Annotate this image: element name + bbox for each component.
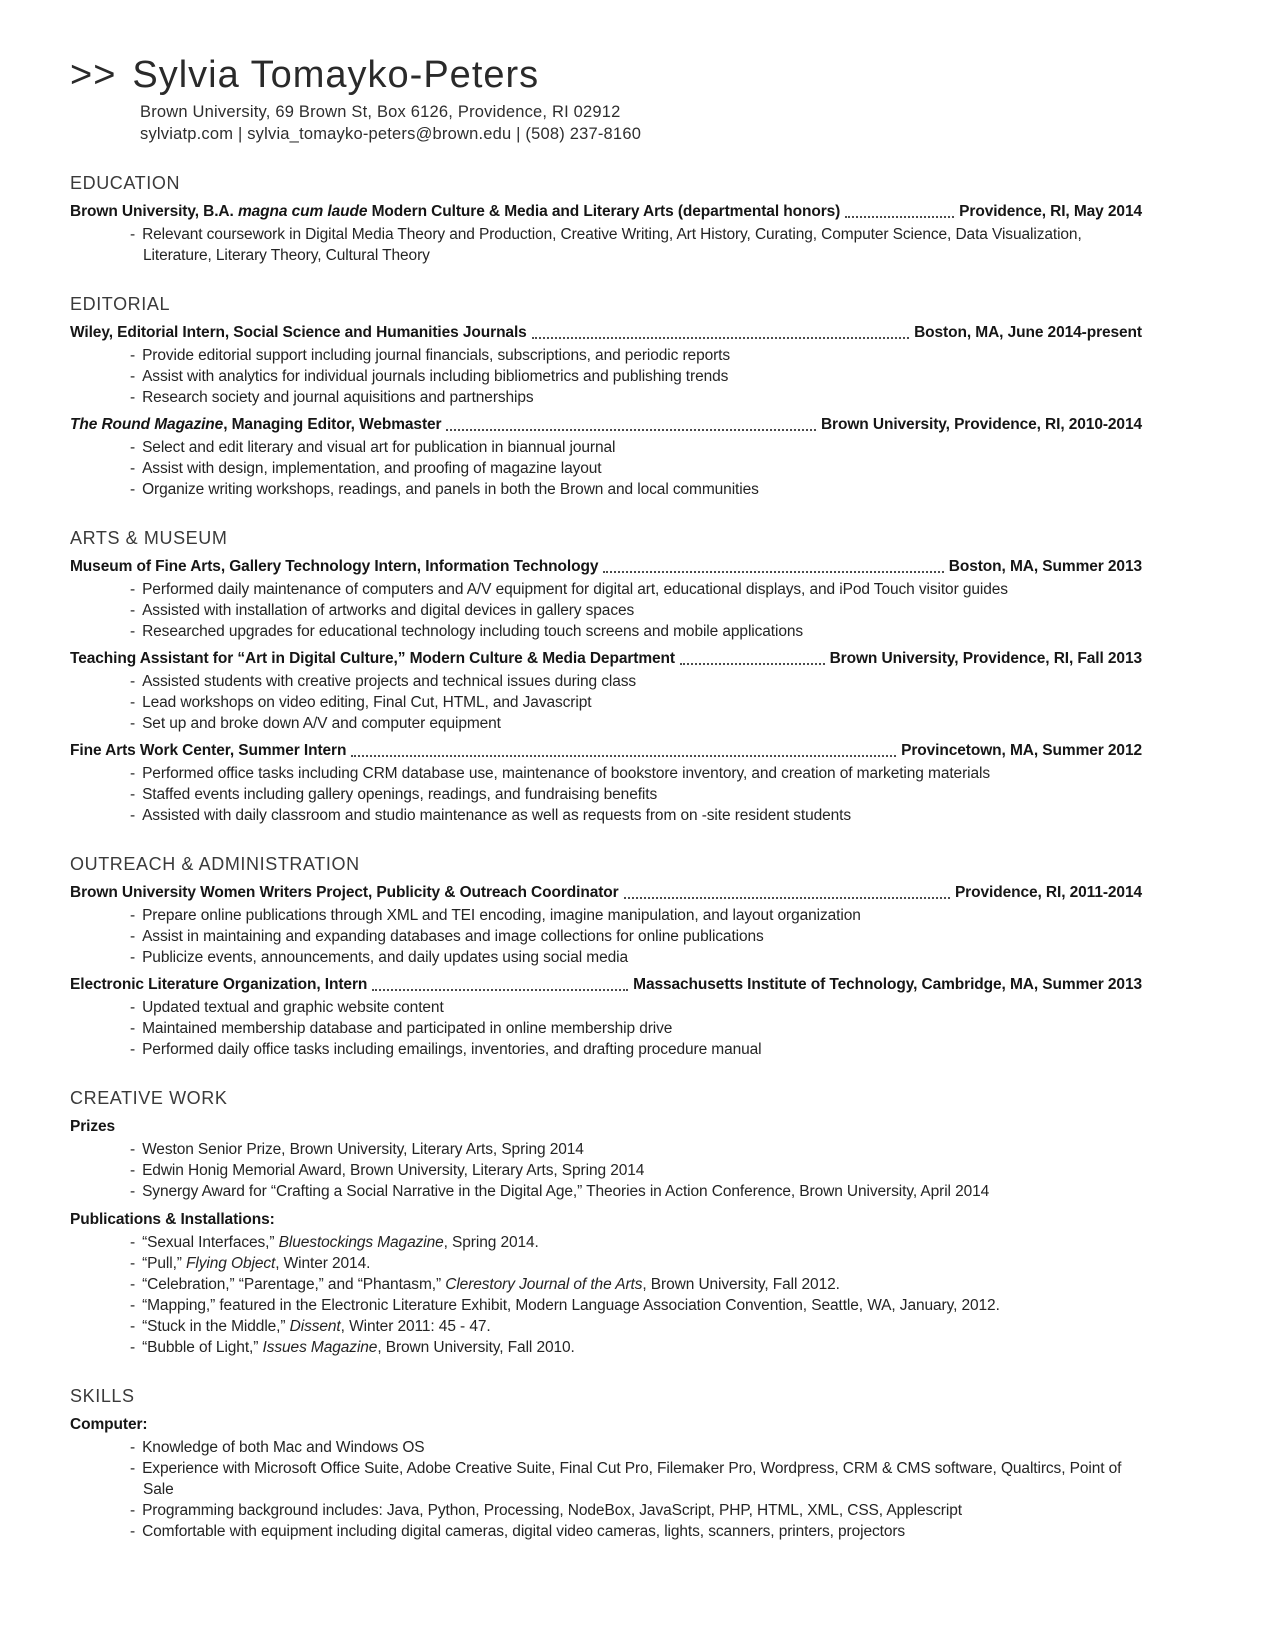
title-text: Electronic Literature Organization, Intern <box>70 976 368 993</box>
list-item <box>143 1316 1142 1337</box>
entry-location: Providence, RI, May 2014 <box>959 203 1142 220</box>
bullet-italic: Dissent <box>289 1318 341 1335</box>
header-contact-block <box>140 101 1142 145</box>
title-text: , Managing Editor, Webmaster <box>223 416 442 433</box>
person-name: Sylvia Tomayko-Peters <box>132 54 540 96</box>
list-item: - Maintained membership database and participated in online membership drive <box>143 1018 1142 1039</box>
entry-title <box>70 882 619 903</box>
list-item: - Experience with Microsoft Office Suite, Adobe Creative Suite, Final Cut Pro, Filemaker Pro, Wordpress, CRM & CMS software, Qualtircs, Point of Sale <box>143 1458 1142 1500</box>
entry-title <box>70 740 346 761</box>
subsection-computer <box>70 1414 1142 1542</box>
bullet-list <box>70 579 1142 642</box>
title-text: Brown University Women Writers Project, Publicity & Outreach Coordinator <box>70 884 619 901</box>
entry <box>70 740 1142 826</box>
dotted-leader <box>624 897 950 899</box>
entry-heading <box>70 740 1142 761</box>
bullet-list <box>70 224 1142 266</box>
title-text: Museum of Fine Arts, Gallery Technology Intern, Information Technology <box>70 558 599 575</box>
bullet-list <box>70 437 1142 500</box>
bullet-list <box>70 997 1142 1060</box>
dotted-leader <box>446 429 815 431</box>
list-item: - Knowledge of both Mac and Windows OS <box>143 1437 1142 1458</box>
entry-location: Provincetown, MA, Summer 2012 <box>901 742 1142 759</box>
section-creative-work <box>70 1088 1142 1358</box>
entry-heading <box>70 322 1142 343</box>
entry-heading <box>70 414 1142 435</box>
list-item <box>143 1295 1142 1316</box>
entry-location: Boston, MA, June 2014-present <box>914 324 1142 341</box>
section-arts-museum <box>70 528 1142 826</box>
section-education <box>70 173 1142 266</box>
bullet-list <box>70 1437 1142 1542</box>
list-item: - Edwin Honig Memorial Award, Brown University, Literary Arts, Spring 2014 <box>143 1160 1142 1181</box>
section-title: SKILLS <box>70 1386 135 1406</box>
bullet-list <box>70 905 1142 968</box>
list-item: - Assist with analytics for individual journals including bibliometrics and publishing trends <box>143 366 1142 387</box>
entry-heading <box>70 974 1142 995</box>
bullet-text: , Winter 2014. <box>275 1255 371 1272</box>
list-item: - Assisted with daily classroom and studio maintenance as well as requests from on -site resident students <box>143 805 1142 826</box>
section-editorial <box>70 294 1142 500</box>
entry-location: Brown University, Providence, RI, Fall 2013 <box>829 650 1142 667</box>
entry <box>70 648 1142 734</box>
entry-heading <box>70 556 1142 577</box>
entry-location: Massachusetts Institute of Technology, Cambridge, MA, Summer 2013 <box>633 976 1142 993</box>
section-title: CREATIVE WORK <box>70 1088 228 1108</box>
section-title: OUTREACH & ADMINISTRATION <box>70 854 360 874</box>
list-item: - Provide editorial support including journal financials, subscriptions, and periodic reports <box>143 345 1142 366</box>
title-italic: magna cum laude <box>237 203 368 220</box>
dotted-leader <box>603 571 943 573</box>
entry-title <box>70 414 441 435</box>
entry-location: Brown University, Providence, RI, 2010-2014 <box>820 416 1142 433</box>
list-item <box>143 1232 1142 1253</box>
list-item: - Set up and broke down A/V and computer equipment <box>143 713 1142 734</box>
list-item: - Assist with design, implementation, and proofing of magazine layout <box>143 458 1142 479</box>
section-title: ARTS & MUSEUM <box>70 528 228 548</box>
entry-title <box>70 322 527 343</box>
list-item: - Research society and journal aquisitions and partnerships <box>143 387 1142 408</box>
bullet-italic: Flying Object <box>186 1255 276 1272</box>
bullet-text: , Brown University, Fall 2012. <box>642 1276 840 1293</box>
entry-title <box>70 201 840 222</box>
list-item: - Assist in maintaining and expanding databases and image collections for online publications <box>143 926 1142 947</box>
entry <box>70 882 1142 968</box>
title-text: Modern Culture & Media and Literary Arts (departmental honors) <box>367 203 841 220</box>
entry-title <box>70 648 675 669</box>
bullet-text: “Bubble of Light,” <box>142 1339 263 1356</box>
list-item: - Updated textual and graphic website content <box>143 997 1142 1018</box>
dotted-leader <box>351 755 896 757</box>
bullet-text: “Celebration,” “Parentage,” and “Phantasm,” <box>142 1276 446 1293</box>
contact-line: sylviatp.com | sylvia_tomayko-peters@brown.edu | (508) 237-8160 <box>140 125 642 143</box>
list-item: - Organize writing workshops, readings, and panels in both the Brown and local communities <box>143 479 1142 500</box>
subsection-prizes <box>70 1116 1142 1202</box>
title-text: Brown University, B.A. <box>70 203 238 220</box>
list-item: - Publicize events, announcements, and daily updates using social media <box>143 947 1142 968</box>
dotted-leader <box>680 663 825 665</box>
name-mark: >> <box>70 54 117 96</box>
subsection-label: Computer: <box>70 1416 148 1433</box>
list-item: - Assisted with installation of artworks and digital devices in gallery spaces <box>143 600 1142 621</box>
dotted-leader <box>532 337 909 339</box>
list-item <box>143 1253 1142 1274</box>
subsection-publications-installations <box>70 1209 1142 1358</box>
section-skills <box>70 1386 1142 1542</box>
entry <box>70 201 1142 266</box>
title-text: Wiley, Editorial Intern, Social Science and Humanities Journals <box>70 324 527 341</box>
dotted-leader <box>845 216 954 218</box>
section-outreach-administration <box>70 854 1142 1060</box>
bullet-text: “Sexual Interfaces,” <box>142 1234 279 1251</box>
bullet-text: , Spring 2014. <box>443 1234 539 1251</box>
list-item: - Comfortable with equipment including digital cameras, digital video cameras, lights, scanners, printers, projectors <box>143 1521 1142 1542</box>
bullet-italic: Issues Magazine <box>262 1339 378 1356</box>
dotted-leader <box>372 989 628 991</box>
entry-location: Providence, RI, 2011-2014 <box>954 884 1142 901</box>
list-item: - Synergy Award for “Crafting a Social Narrative in the Digital Age,” Theories in Action Conference, Brown University, April 2014 <box>143 1181 1142 1202</box>
name-line <box>70 54 1142 97</box>
list-item: - Performed office tasks including CRM database use, maintenance of bookstore inventory, and creation of marketing materials <box>143 763 1142 784</box>
entry-title <box>70 974 367 995</box>
list-item: - Programming background includes: Java, Python, Processing, NodeBox, JavaScript, PHP, HTML, XML, CSS, Applescript <box>143 1500 1142 1521</box>
subsection-label: Prizes <box>70 1118 116 1135</box>
title-text: Teaching Assistant for “Art in Digital Culture,” Modern Culture & Media Department <box>70 650 675 667</box>
list-item: - Staffed events including gallery openings, readings, and fundraising benefits <box>143 784 1142 805</box>
bullet-text: “Stuck in the Middle,” <box>142 1318 290 1335</box>
entry <box>70 556 1142 642</box>
subsection-label: Publications & Installations: <box>70 1211 275 1228</box>
bullet-text: , Winter 2011: 45 - 47. <box>340 1318 491 1335</box>
bullet-list <box>70 671 1142 734</box>
list-item <box>143 1274 1142 1295</box>
list-item: - Researched upgrades for educational technology including touch screens and mobile applications <box>143 621 1142 642</box>
bullet-list <box>70 1139 1142 1202</box>
list-item: - Performed daily office tasks including emailings, inventories, and drafting procedure manual <box>143 1039 1142 1060</box>
list-item: - Performed daily maintenance of computers and A/V equipment for digital art, educational displays, and iPod Touch visitor guides <box>143 579 1142 600</box>
list-item: - Assisted students with creative projects and technical issues during class <box>143 671 1142 692</box>
list-item: - Weston Senior Prize, Brown University, Literary Arts, Spring 2014 <box>143 1139 1142 1160</box>
list-item <box>143 1337 1142 1358</box>
entry <box>70 974 1142 1060</box>
entry-heading <box>70 648 1142 669</box>
section-title: EDUCATION <box>70 173 181 193</box>
entry-heading <box>70 201 1142 222</box>
entry <box>70 322 1142 408</box>
section-title: EDITORIAL <box>70 294 171 314</box>
bullet-list <box>70 763 1142 826</box>
address-line: Brown University, 69 Brown St, Box 6126, Providence, RI 02912 <box>140 103 621 121</box>
bullet-italic: Clerestory Journal of the Arts <box>445 1276 643 1293</box>
entry-title <box>70 556 598 577</box>
bullet-italic: Bluestockings Magazine <box>278 1234 444 1251</box>
bullet-text: “Pull,” <box>142 1255 187 1272</box>
list-item: - Prepare online publications through XML and TEI encoding, imagine manipulation, and layout organization <box>143 905 1142 926</box>
list-item: - Relevant coursework in Digital Media Theory and Production, Creative Writing, Art History, Curating, Computer Science, Data Visualization, Literature, Literary Theory, Cultural Theory <box>143 224 1142 266</box>
list-item: - Lead workshops on video editing, Final Cut, HTML, and Javascript <box>143 692 1142 713</box>
entry-heading <box>70 882 1142 903</box>
entry-location: Boston, MA, Summer 2013 <box>948 558 1142 575</box>
bullet-list <box>70 345 1142 408</box>
entry <box>70 414 1142 500</box>
bullet-text: , Brown University, Fall 2010. <box>377 1339 575 1356</box>
resume-header <box>70 54 1142 145</box>
list-item: - Select and edit literary and visual art for publication in biannual journal <box>143 437 1142 458</box>
title-italic: The Round Magazine <box>70 416 224 433</box>
bullet-text: “Mapping,” featured in the Electronic Literature Exhibit, Modern Language Association Convention, Seattle, WA, January, 2012. <box>142 1297 1000 1314</box>
title-text: Fine Arts Work Center, Summer Intern <box>70 742 347 759</box>
bullet-list <box>70 1232 1142 1358</box>
